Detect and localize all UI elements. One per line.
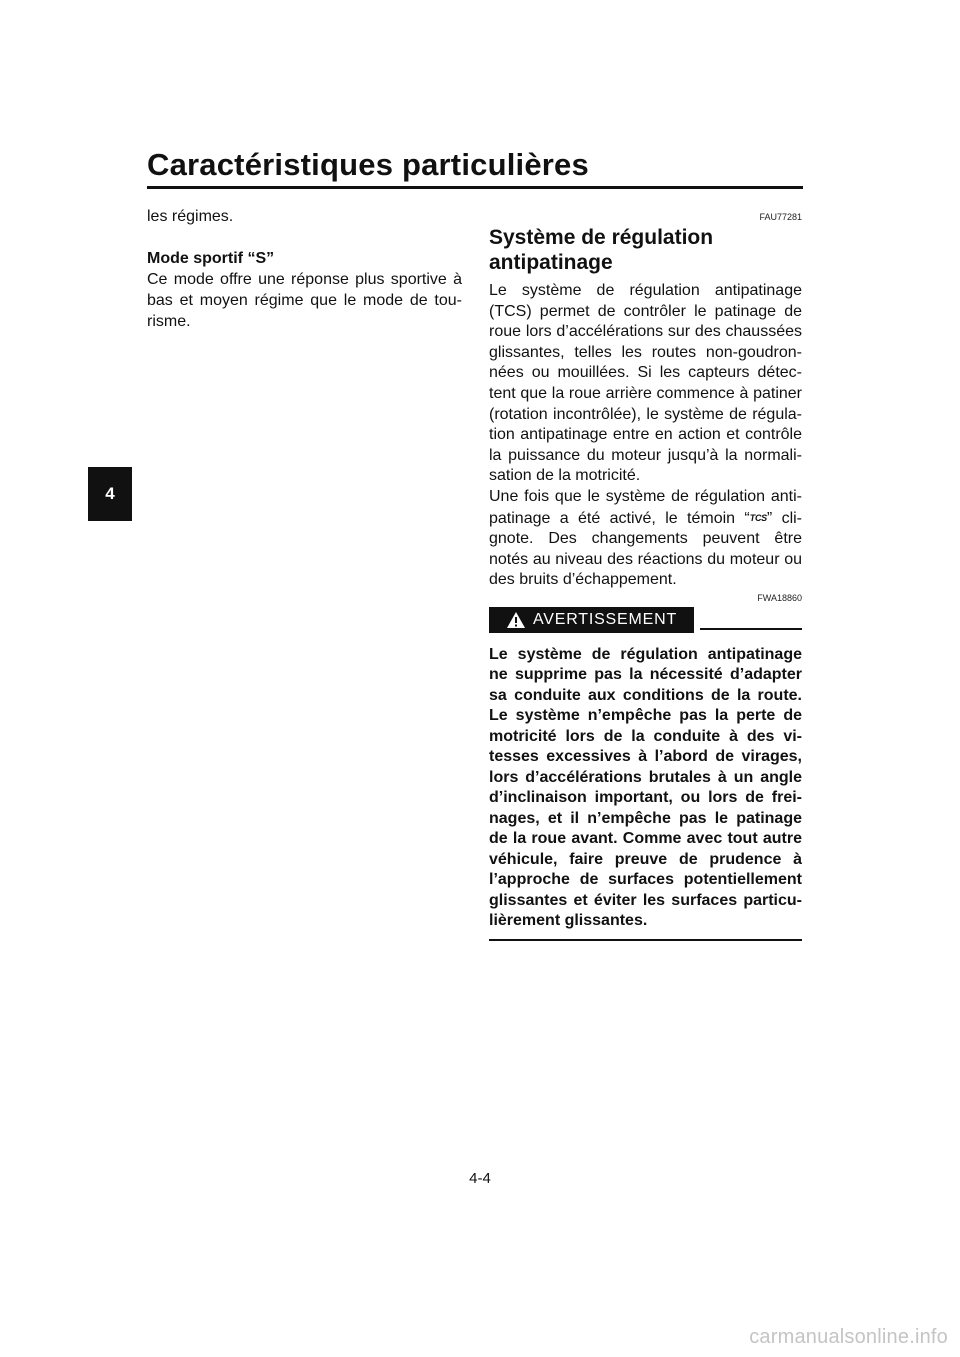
warning-triangle-icon [506, 611, 526, 629]
tcs-indicator-icon: TCS [749, 512, 767, 523]
tcs-paragraph-2 [489, 487, 802, 591]
warning-header [489, 607, 802, 633]
tcs-paragraph-2-end: ” cli-gnote. Des changements peuvent être notés au niveau des réactions du moteur ou des bruits d’échappement. [489, 509, 803, 589]
sport-mode-paragraph: Ce mode offre une réponse plus sportive à bas et moyen régime que le mode de tou-risme. [147, 271, 462, 330]
page-title: Caractéristiques particulières [147, 147, 589, 182]
warning-text: Le système de régulation antipatinage ne supprime pas la nécessité d’adapter sa conduite aux conditions de la route. Le système n’empêche pas la perte de motricité lors de la conduite à des vi-tesses excessives à l’abord de virages, lors d’accélérations brutales à un angle d’inclinaison important, ou lors de frei-nages, et il n’empêche pas le patinage de la roue avant. Comme avec tout autre véhicule, faire preuve de prudence à l’approche de surfaces potentiellement glissantes et éviter les surfaces particu-lièrement glissantes. [489, 645, 802, 930]
page-number: 4-4 [469, 1170, 491, 1187]
warning-box [489, 593, 802, 941]
warning-ref-code: FWA18860 [757, 592, 802, 603]
tcs-paragraph-2-start: Une fois que le système de régulation anti-patinage a été activé, le témoin “ [489, 487, 802, 527]
left-column [147, 206, 462, 332]
section-title: Système de régulation antipatinage [489, 226, 714, 274]
title-rule [147, 186, 803, 189]
chapter-number: 4 [105, 484, 115, 503]
warning-label: AVERTISSEMENT [532, 610, 678, 628]
warning-bottom-rule [489, 939, 802, 941]
chapter-tab [88, 467, 132, 521]
lead-text: les régimes. [147, 208, 234, 225]
watermark: carmanualsonline.info [749, 1326, 948, 1348]
warning-badge [489, 607, 694, 633]
tcs-paragraph-1: Le système de régulation antipatinage (TCS) permet de contrôler le patinage de roue lors d’accélérations sur des chaussées glissantes, telles les routes non-goudron-nées ou mouillées. Si les capteurs détec-tent que la roue arrière commence à patiner (rotation incontrôlée), le système de régula-tion antipatinage entre en action et contrôle la puissance du moteur jusqu’à la normali-sation de la motricité. [489, 282, 802, 485]
right-column [489, 212, 802, 941]
warning-header-rule [700, 628, 802, 630]
subheading-sport-mode: Mode sportif “S” [147, 250, 275, 267]
section-ref-code: FAU77281 [759, 212, 802, 222]
